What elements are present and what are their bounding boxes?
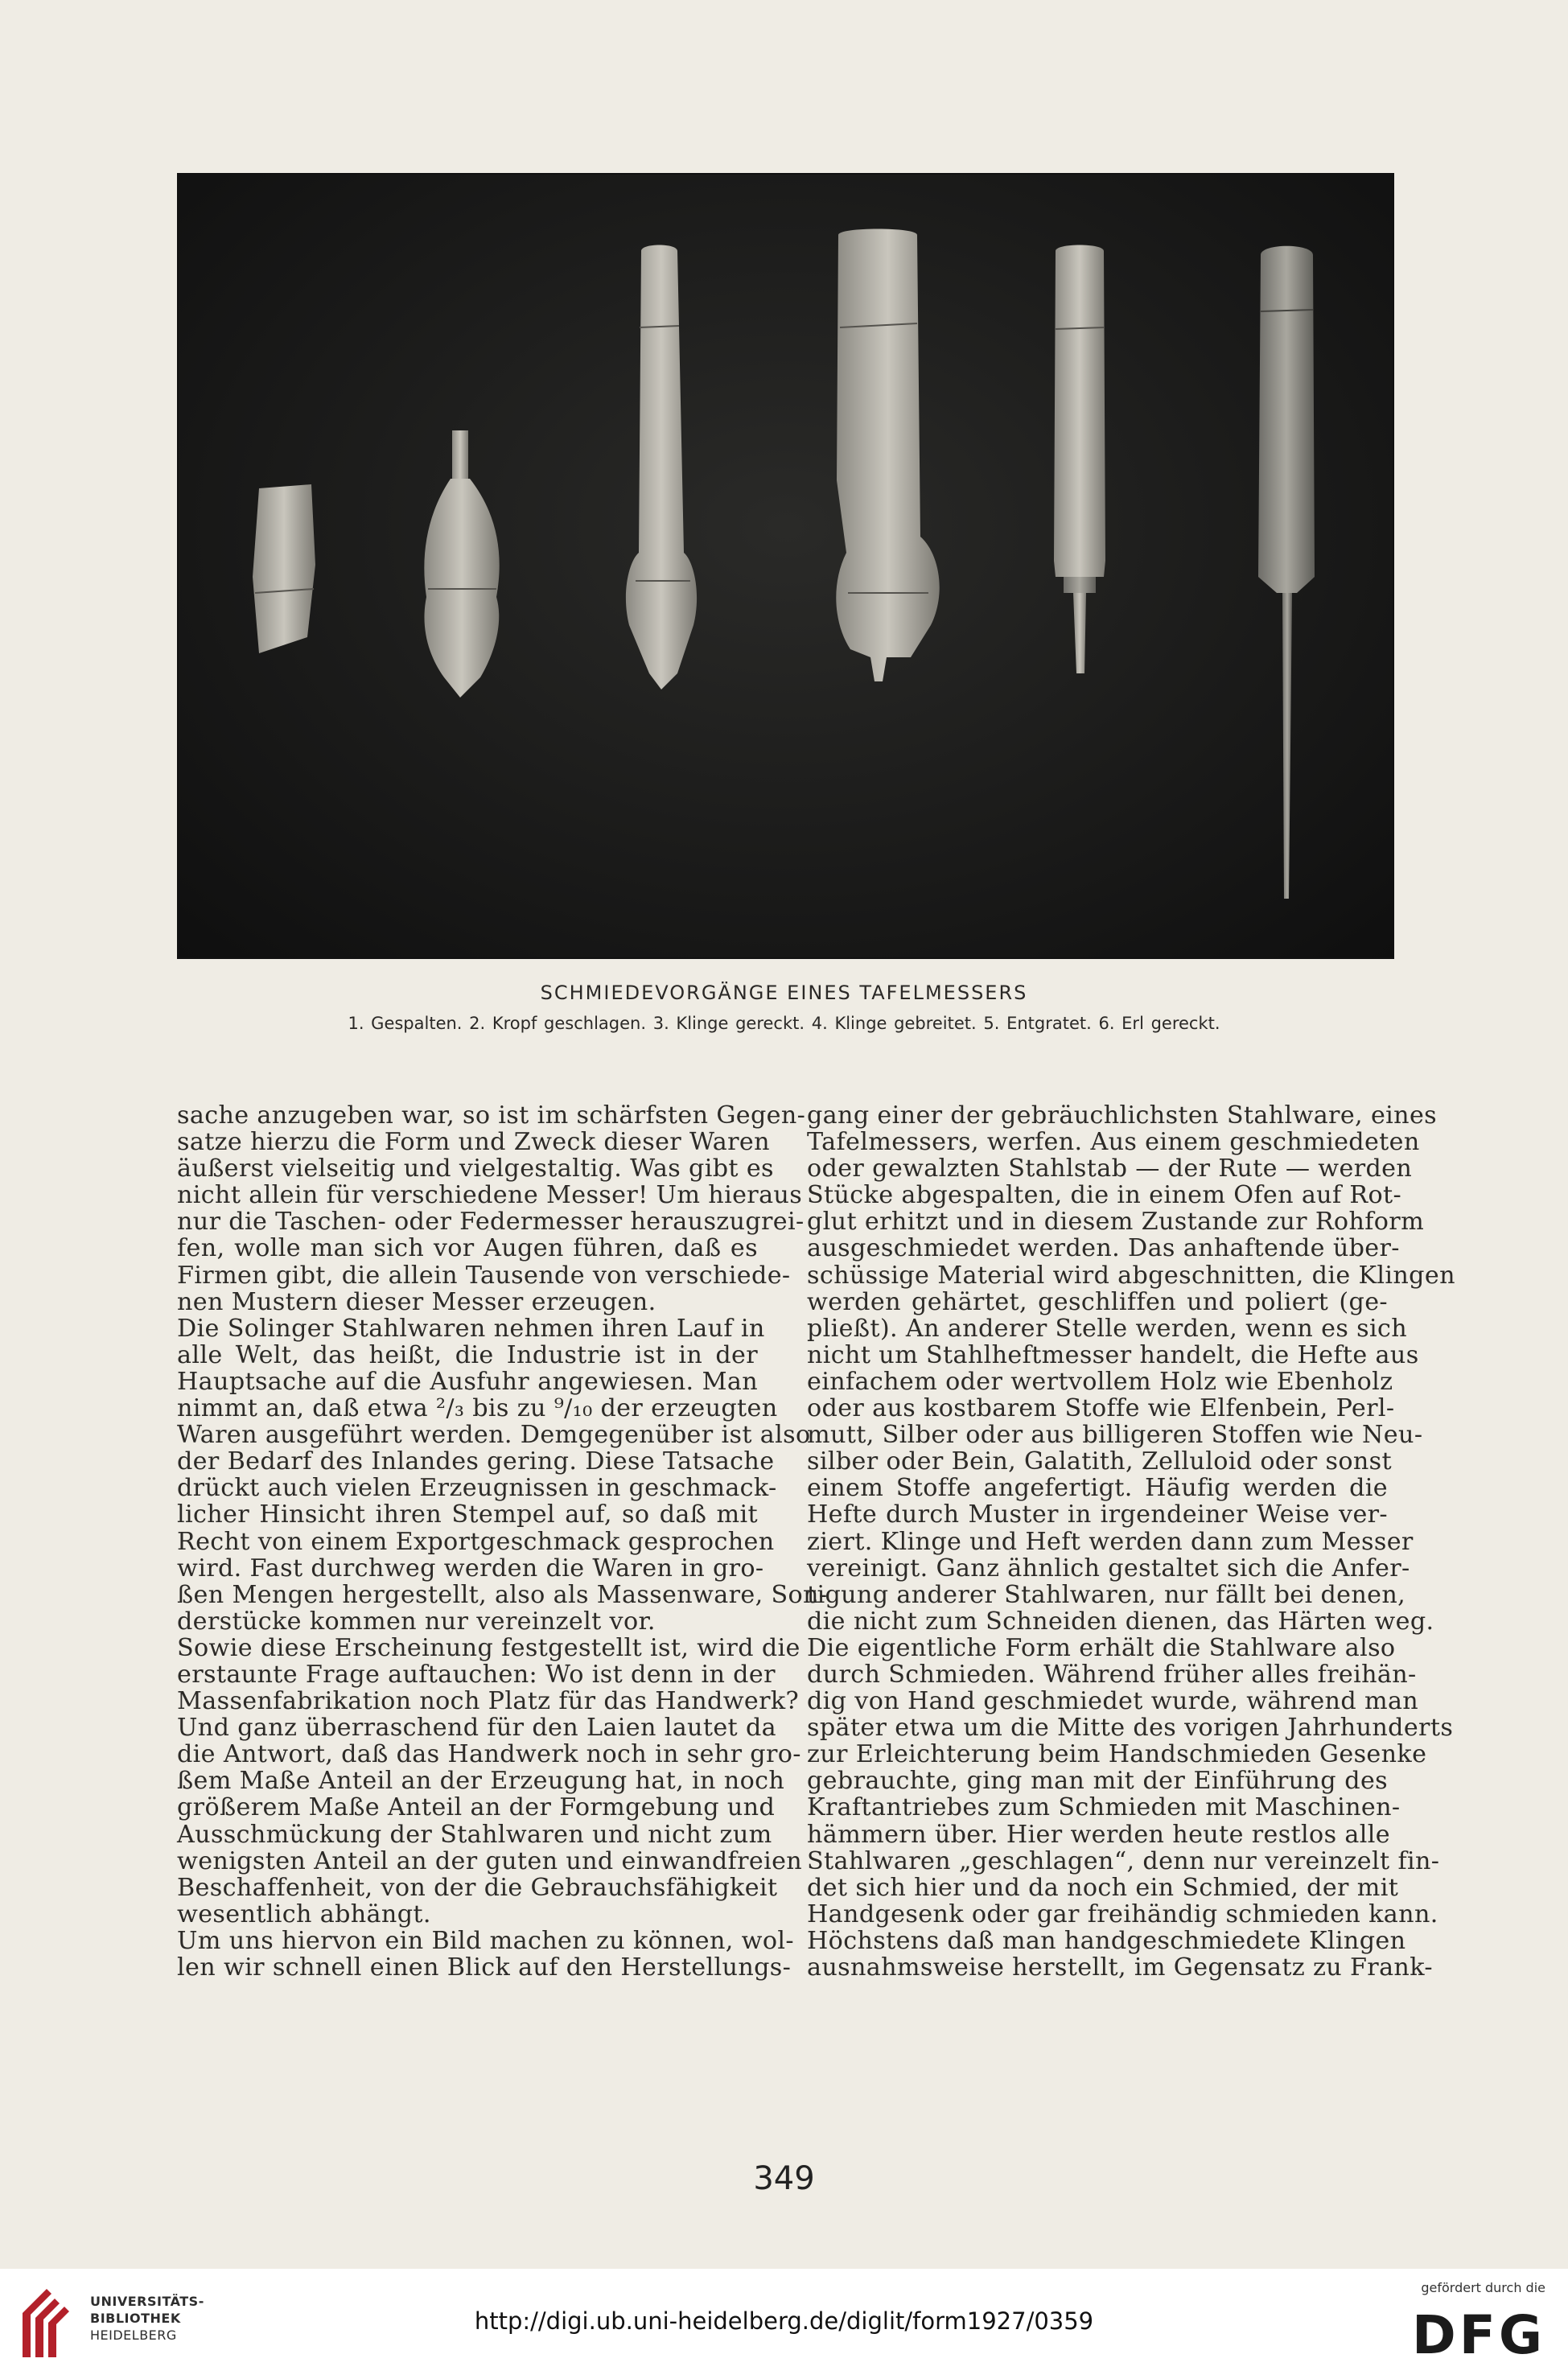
stage-3-blade-stretched (626, 245, 697, 690)
digitization-footer (0, 2269, 1568, 2379)
text-line: Kraftantriebes zum Schmieden mit Maschinen- (807, 1793, 1401, 1822)
text-column-right (807, 1101, 1455, 1982)
text-line: ziert. Klinge und Heft werden dann zum Messer (807, 1527, 1414, 1556)
text-line: später etwa um die Mitte des vorigen Jahrhunderts (807, 1714, 1454, 1743)
text-line: tigung anderer Stahlwaren, nur fällt bei denen, (807, 1580, 1406, 1609)
text-line: ausgeschmiedet werden. Das anhaftende über- (807, 1234, 1400, 1263)
text-line: sache anzugeben war, so ist im schärfsten Gegen- (177, 1101, 806, 1130)
text-line: Tafelmessers, werfen. Aus einem geschmiedeten (807, 1128, 1420, 1157)
text-line: äußerst vielseitig und vielgestaltig. Was gibt es (177, 1155, 774, 1183)
text-line: die Antwort, daß das Handwerk noch in sehr gro- (177, 1740, 801, 1769)
library-name-line: HEIDELBERG (90, 2328, 177, 2343)
text-line: schüssige Material wird abgeschnitten, die Klingen (807, 1261, 1455, 1290)
sponsor-label: gefördert durch die (1421, 2280, 1545, 2295)
text-line: Sowie diese Erscheinung festgestellt ist, wird die (177, 1633, 800, 1662)
text-line: Die Solinger Stahlwaren nehmen ihren Lauf in (177, 1314, 765, 1343)
figure-caption-steps: 1. Gespalten. 2. Kropf geschlagen. 3. Klinge gereckt. 4. Klinge gebreitet. 5. Entgratet. 6. Erl gereckt. (348, 1014, 1220, 1033)
text-line: wenigsten Anteil an der guten und einwandfreien (177, 1846, 803, 1875)
text-line: Um uns hiervon ein Bild machen zu können, wol- (177, 1926, 794, 1955)
text-line: wird. Fast durchweg werden die Waren in gro- (177, 1554, 764, 1583)
text-line: nicht allein für verschiedene Messer! Um hieraus (177, 1181, 803, 1210)
text-line: Hauptsache auf die Ausfuhr angewiesen. Man (177, 1367, 758, 1396)
text-line: Waren ausgeführt werden. Demgegenüber ist also (177, 1421, 811, 1450)
text-line: nur die Taschen- oder Federmesser herauszugrei- (177, 1208, 805, 1237)
text-line: nimmt an, daß etwa ²/₃ bis zu ⁹/₁₀ der erzeugten (177, 1394, 778, 1423)
text-line: licher Hinsicht ihren Stempel auf, so daß mit (177, 1500, 758, 1529)
text-line: Massenfabrikation noch Platz für das Handwerk? (177, 1687, 800, 1716)
text-line: Stücke abgespalten, die in einem Ofen auf Rot- (807, 1181, 1402, 1210)
text-line: nen Mustern dieser Messer erzeugen. (177, 1287, 656, 1316)
library-name-line: UNIVERSITÄTS- (90, 2294, 204, 2309)
text-line: Hefte durch Muster in irgendeiner Weise ver- (807, 1500, 1388, 1529)
text-line: satze hierzu die Form und Zweck dieser Waren (177, 1128, 770, 1157)
text-line: ßen Mengen hergestellt, also als Massenware, Son- (177, 1580, 828, 1609)
text-line: oder gewalzten Stahlstab — der Rute — werden (807, 1155, 1413, 1183)
text-line: pließt). An anderer Stelle werden, wenn es sich (807, 1314, 1408, 1343)
text-line: einem Stoffe angefertigt. Häufig werden die (807, 1474, 1388, 1503)
stage-2-bolster-piece (424, 430, 499, 698)
text-line: len wir schnell einen Blick auf den Herstellungs- (177, 1953, 792, 1982)
text-line: die nicht zum Schneiden dienen, das Härten weg. (807, 1607, 1434, 1636)
text-column-left (177, 1101, 828, 1982)
text-line: gang einer der gebräuchlichsten Stahlware, eines (807, 1101, 1438, 1130)
dfg-logo: DFG (1411, 2304, 1545, 2366)
text-line: Handgesenk oder gar freihändig schmieden kann. (807, 1899, 1438, 1928)
text-line: werden gehärtet, geschliffen und poliert (ge- (807, 1287, 1388, 1316)
stage-5-deburred (1054, 245, 1105, 674)
text-line: mutt, Silber oder aus billigeren Stoffen wie Neu- (807, 1421, 1423, 1450)
text-line: Recht von einem Exportgeschmack gesprochen (177, 1527, 775, 1556)
stage-4-blade-widened (836, 229, 939, 682)
forging-stages-photograph (177, 173, 1394, 959)
text-line: Ausschmückung der Stahlwaren und nicht zum (177, 1820, 772, 1849)
text-line: dig von Hand geschmiedet wurde, während man (807, 1687, 1419, 1716)
text-line: wesentlich abhängt. (177, 1899, 431, 1928)
text-line: glut erhitzt und in diesem Zustande zur Rohform (807, 1208, 1425, 1237)
text-line: derstücke kommen nur vereinzelt vor. (177, 1607, 656, 1636)
text-line: oder aus kostbarem Stoffe wie Elfenbein, Perl- (807, 1394, 1395, 1423)
text-line: durch Schmieden. Während früher alles freihän- (807, 1660, 1417, 1689)
text-line: det sich hier und da noch ein Schmied, der mit (807, 1873, 1399, 1902)
permalink-url[interactable]: http://digi.ub.uni-heidelberg.de/diglit/form1927/0359 (474, 2307, 1094, 2335)
text-line: gebrauchte, ging man mit der Einführung des (807, 1767, 1388, 1796)
text-line: Die eigentliche Form erhält die Stahlware also (807, 1633, 1396, 1662)
stage-1-split-piece (253, 484, 315, 653)
library-name-line: BIBLIOTHEK (90, 2311, 181, 2326)
text-line: größerem Maße Anteil an der Formgebung und (177, 1793, 776, 1822)
stage-6-tang-stretched (1258, 246, 1315, 899)
text-line: der Bedarf des Inlandes gering. Diese Tatsache (177, 1447, 775, 1476)
text-line: fen, wolle man sich vor Augen führen, daß es (177, 1234, 758, 1263)
text-line: hämmern über. Hier werden heute restlos alle (807, 1820, 1390, 1849)
text-line: drückt auch vielen Erzeugnissen in geschmack- (177, 1474, 777, 1503)
text-line: Höchstens daß man handgeschmiedete Klingen (807, 1926, 1406, 1955)
page-number: 349 (753, 2160, 815, 2197)
text-line: silber oder Bein, Galatith, Zelluloid oder sonst (807, 1447, 1392, 1476)
text-line: zur Erleichterung beim Handschmieden Gesenke (807, 1740, 1427, 1769)
text-line: Und ganz überraschend für den Laien lautet da (177, 1714, 776, 1743)
text-line: ßem Maße Anteil an der Erzeugung hat, in noch (177, 1767, 785, 1796)
text-line: ausnahmsweise herstellt, im Gegensatz zu Frank- (807, 1953, 1433, 1982)
text-line: einfachem oder wertvollem Holz wie Ebenholz (807, 1367, 1393, 1396)
text-line: Beschaffenheit, von der die Gebrauchsfähigkeit (177, 1873, 778, 1902)
figure-caption-title: SCHMIEDEVORGÄNGE EINES TAFELMESSERS (540, 982, 1028, 1004)
text-line: Firmen gibt, die allein Tausende von verschiede- (177, 1261, 791, 1290)
text-line: alle Welt, das heißt, die Industrie ist in der (177, 1340, 758, 1369)
text-line: nicht um Stahlheftmesser handelt, die Hefte aus (807, 1340, 1419, 1369)
text-line: Stahlwaren „geschlagen“, denn nur vereinzelt fin- (807, 1846, 1440, 1875)
text-line: vereinigt. Ganz ähnlich gestaltet sich die Anfer- (807, 1554, 1410, 1583)
text-line: erstaunte Frage auftauchen: Wo ist denn in der (177, 1660, 776, 1689)
